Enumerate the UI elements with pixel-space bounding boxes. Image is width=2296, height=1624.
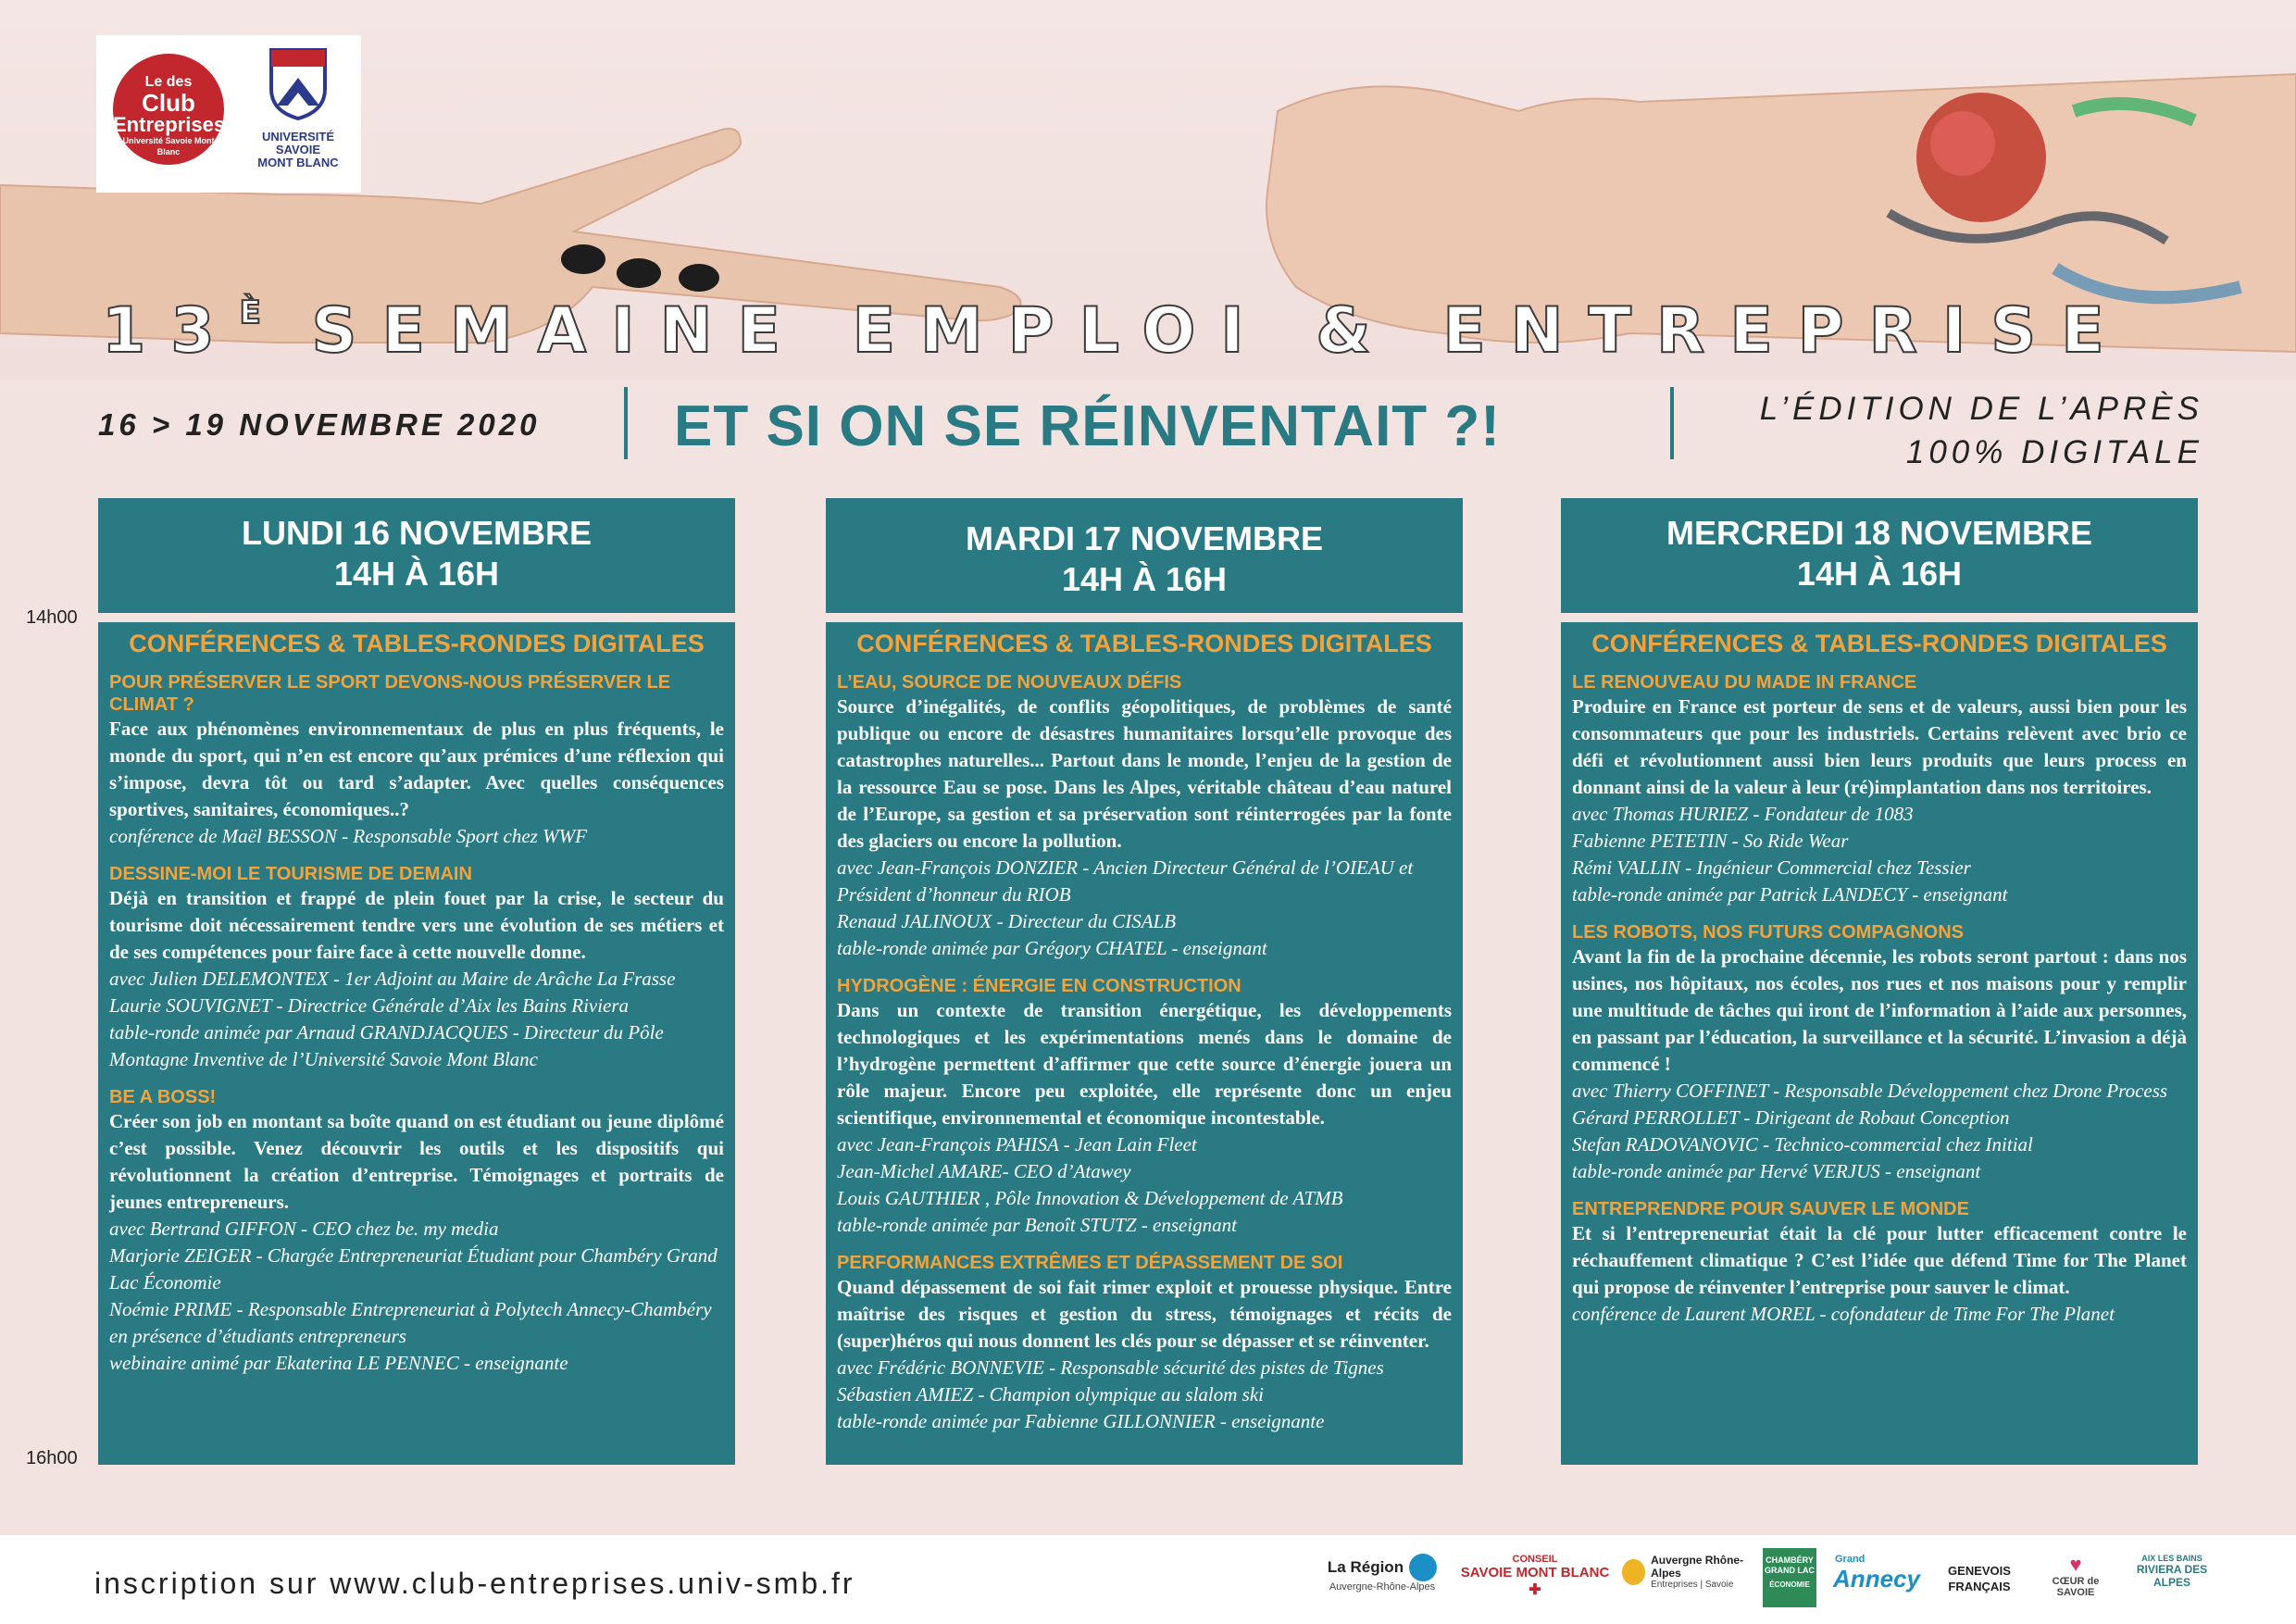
divider-right [1670, 387, 1674, 459]
talk-speaker: Noémie PRIME - Responsable Entrepreneuriat à Polytech Annecy-Chambéry en présence d’étudiants entrepreneurs [109, 1298, 712, 1347]
talk-speaker: webinaire animé par Ekaterina LE PENNEC - enseignante [109, 1352, 568, 1374]
section-title: CONFÉRENCES & TABLES-RONDES DIGITALES [129, 630, 705, 657]
divider-left [624, 387, 628, 459]
edition-line1: L’ÉDITION DE L’APRÈS [1759, 391, 2203, 427]
usmb-shield-icon [268, 46, 329, 120]
usmb-line1: UNIVERSITÉ [261, 130, 334, 144]
talk-speaker: conférence de Maël BESSON - Responsable Sport chez WWF [109, 825, 587, 847]
talk-description: Avant la fin de la prochaine décennie, les robots seront partout : dans nos usines, nos hôpitaux, nos écoles, nos rues et nos maisons pour y remplir une multitude de tâches qui iront de l’information à l’aide aux personnes, en passant par l’éducation, la surveillance et la sécurité. L’invasion a déjà commencé ! [1572, 945, 2187, 1075]
logos-box [96, 35, 361, 193]
sponsor-name: Annecy [1833, 1565, 1920, 1593]
savoie-cross-icon: ✚ [1529, 1582, 1541, 1598]
sponsor-name: CHAMBÉRY GRAND LAC [1765, 1555, 1815, 1575]
usmb-logo [252, 46, 344, 169]
footer [0, 1535, 2296, 1624]
talk-block [1572, 1198, 2187, 1328]
talk-title: LES ROBOTS, NOS FUTURS COMPAGNONS [1572, 922, 1964, 943]
talk-speaker: table-ronde animée par Hervé VERJUS - enseignant [1572, 1160, 1981, 1182]
sponsor-sub: AIX LES BAINS [2141, 1554, 2202, 1563]
event-dates: 16 > 19 NOVEMBRE 2020 [98, 407, 541, 442]
sponsor-sub: ÉCONOMIE [1769, 1580, 1810, 1589]
sponsor-name: La Région [1327, 1558, 1404, 1576]
talk-speaker: Renaud JALINOUX - Directeur du CISALB [837, 910, 1177, 932]
club-entreprises-logo [113, 54, 224, 165]
talk-speaker: Rémi VALLIN - Ingénieur Commercial chez Tessier [1572, 856, 1971, 879]
day-header-tuesday [826, 498, 1463, 613]
talk-title: DESSINE-MOI LE TOURISME DE DEMAIN [109, 864, 472, 884]
day-header-monday [98, 498, 735, 613]
talk-speaker: Sébastien AMIEZ - Champion olympique au slalom ski [837, 1383, 1264, 1405]
talk-speaker: Marjorie ZEIGER - Chargée Entrepreneuriat Étudiant pour Chambéry Grand Lac Économie [109, 1244, 718, 1293]
talk-speaker: table-ronde animée par Arnaud GRANDJACQUES - Directeur du Pôle Montagne Inventive de l’Université Savoie Mont Blanc [109, 1021, 664, 1070]
talk-speaker: avec Frédéric BONNEVIE - Responsable sécurité des pistes de Tignes [837, 1356, 1384, 1379]
program-tuesday [826, 622, 1463, 1465]
talk-speaker: Fabienne PETETIN - So Ride Wear [1572, 830, 1849, 852]
talk-speaker: avec Julien DELEMONTEX - 1er Adjoint au Maire de Arâche La Frasse [109, 968, 676, 990]
talk-description: Quand dépassement de soi fait rimer exploit et prouesse physique. Entre maîtrise des risques et gestion du stress, témoignages et récits de (super)héros qui nous donnent les clés pour se dépasser et se réinventer. [837, 1276, 1452, 1352]
talk-block [109, 671, 724, 850]
registration-link[interactable]: inscription sur www.club-entreprises.univ-smb.fr [94, 1567, 855, 1600]
talk-block [1572, 671, 2187, 908]
sponsor-name: Auvergne Rhône-Alpes [1651, 1554, 1744, 1580]
talk-title: LE RENOUVEAU DU MADE IN FRANCE [1572, 672, 1917, 693]
talk-title: POUR PRÉSERVER LE SPORT DEVONS-NOUS PRÉSERVER LE CLIMAT ? [109, 672, 671, 715]
day-title: MARDI 17 NOVEMBRE [965, 519, 1324, 557]
sponsor-name: CŒUR de SAVOIE [2052, 1576, 2100, 1598]
sponsor-coeur-de-savoie [2033, 1554, 2118, 1598]
sponsor-la-region [1313, 1554, 1452, 1593]
talk-block [1572, 921, 2187, 1185]
talk-description: Produire en France est porteur de sens et de valeurs, aussi bien pour les consommateurs que pour les industriels. Certains relèvent avec brio ce défi et révolutionnent aussi bien leurs produits que leurs process en donnant ainsi de la valeur à leur (ré)implantation dans nos territoires. [1572, 695, 2187, 798]
talk-description: Et si l’entrepreneuriat était la clé pour lutter efficacement contre le réchauffement climatique ? C’est l’idée que défend Time for The Planet qui propose de réinventer l’entreprise pour sauver le climat. [1572, 1222, 2187, 1298]
talk-description: Dans un contexte de transition énergétique, les développements technologiques et les expérimentations menés dans le domaine de l’hydrogène permettent d’affirmer que cette source d’énergie jouera un rôle majeur. Encore peu exploitée, elle représente donc un enjeu scientifique, environnemental et économique incontestable. [837, 999, 1452, 1129]
talk-speaker: conférence de Laurent MOREL - cofondateur de Time For The Planet [1572, 1303, 2115, 1325]
talk-speaker: table-ronde animée par Fabienne GILLONNIER - enseignante [837, 1410, 1325, 1432]
sponsor-chambery-grand-lac [1763, 1548, 1816, 1607]
talk-title: PERFORMANCES EXTRÊMES ET DÉPASSEMENT DE SOI [837, 1253, 1343, 1273]
sponsor-sub: CONSEIL [1512, 1554, 1558, 1565]
club-logo-entreprises: Entreprises [113, 113, 226, 136]
talk-speaker: Laurie SOUVIGNET - Directrice Générale d’Aix les Bains Riviera [109, 994, 630, 1017]
day-header-wednesday [1561, 498, 2198, 613]
program-wednesday [1561, 622, 2198, 1465]
club-logo-des: des [166, 74, 193, 90]
talk-speaker: avec Jean-François DONZIER - Ancien Directeur Général de l’OIEAU et Président d’honneur du RIOB [837, 856, 1414, 906]
sponsor-sub: Auvergne-Rhône-Alpes [1329, 1581, 1436, 1593]
sponsor-sub: Entreprises | Savoie [1651, 1580, 1734, 1590]
talk-speaker: avec Thierry COFFINET - Responsable Développement chez Drone Process [1572, 1080, 2168, 1102]
edition-label [1713, 387, 2203, 474]
day-hours: 14H À 16H [1061, 560, 1228, 598]
program-monday [98, 622, 735, 1465]
day-title: MERCREDI 18 NOVEMBRE [1666, 514, 2093, 552]
talk-title: L’EAU, SOURCE DE NOUVEAUX DÉFIS [837, 672, 1182, 693]
club-logo-le: Le [144, 74, 163, 90]
talk-speaker: Stefan RADOVANOVIC - Technico-commercial chez Initial [1572, 1133, 2033, 1156]
time-end-label: 16h00 [26, 1448, 78, 1468]
talk-speaker: Jean-Michel AMARE- CEO d’Atawey [837, 1160, 1131, 1182]
talk-speaker: avec Jean-François PAHISA - Jean Lain Fleet [837, 1133, 1197, 1156]
talk-speaker: avec Thomas HURIEZ - Fondateur de 1083 [1572, 803, 1914, 825]
day-hours: 14H À 16H [1796, 555, 1963, 593]
talk-block [109, 863, 724, 1073]
aura-sun-icon [1622, 1559, 1645, 1585]
talk-block [109, 1086, 724, 1377]
talk-speaker: table-ronde animée par Benoît STUTZ - enseignant [837, 1214, 1238, 1236]
main-title [102, 294, 2231, 368]
club-logo-club: Club [142, 89, 195, 117]
talk-block [837, 671, 1452, 962]
title-number: 13 [102, 294, 240, 368]
talk-title: ENTREPRENDRE POUR SAUVER LE MONDE [1572, 1199, 1969, 1219]
talk-description: Source d’inégalités, de conflits géopolitiques, de problèmes de santé publique ou encore de désastres humanitaires lorsqu’elle provoque des catastrophes naturelles... Partout dans le monde, l’enjeu de la gestion de la ressource Eau se pose. Dans les Alpes, véritable château d’eau naturel de l’Europe, sa gestion et sa préservation sont réinterrogées par la fonte des glaciers ou encore la pollution. [837, 695, 1452, 852]
talk-speaker: Gérard PERROLLET - Dirigeant de Robaut Conception [1572, 1106, 2010, 1129]
talk-speaker: table-ronde animée par Patrick LANDECY - enseignant [1572, 883, 2008, 906]
sponsor-sub: Grand [1835, 1554, 1866, 1565]
sponsor-name: RIVIERA DES ALPES [2136, 1563, 2208, 1589]
day-title: LUNDI 16 NOVEMBRE [241, 514, 593, 552]
sponsor-genevois-francais [1933, 1554, 2026, 1594]
talk-speaker: Louis GAUTHIER , Pôle Innovation & Développement de ATMB [837, 1187, 1343, 1209]
talk-block [837, 1252, 1452, 1435]
title-superscript: È [239, 294, 265, 331]
talk-description: Créer son job en montant sa boîte quand on est étudiant ou jeune diplômé c’est possible. Venez découvrir les outils et les dispositifs qui révolutionnent la création d’entreprise. Témoignages et portraits de jeunes entrepreneurs. [109, 1110, 724, 1213]
region-mountain-icon [1409, 1554, 1437, 1581]
sponsor-grand-annecy [1826, 1554, 1928, 1593]
heart-icon: ♥ [2069, 1553, 2082, 1576]
sponsor-savoie-mont-blanc [1454, 1554, 1616, 1599]
club-logo-university: Université Savoie Mont Blanc [122, 136, 215, 156]
sponsor-riviera-des-alpes [2126, 1554, 2218, 1589]
talk-description: Face aux phénomènes environnementaux de plus en plus fréquents, le monde du sport, qui n’en est encore qu’aux prémices d’une réflexion qui s’impose, devra tôt ou tard s’adapter. Avec quelles conséquences sportives, sanitaires, économiques..? [109, 718, 724, 820]
usmb-line3: MONT BLANC [257, 156, 339, 169]
sponsor-aura-entreprises [1622, 1554, 1761, 1590]
talk-speaker: table-ronde animée par Grégory CHATEL - enseignant [837, 937, 1267, 959]
talk-block [837, 975, 1452, 1239]
talk-title: BE A BOSS! [109, 1087, 217, 1107]
edition-line2: 100% DIGITALE [1905, 434, 2203, 470]
time-start-label: 14h00 [26, 607, 78, 628]
day-hours: 14H À 16H [333, 555, 500, 593]
section-title: CONFÉRENCES & TABLES-RONDES DIGITALES [856, 630, 1432, 657]
sponsor-name: SAVOIE MONT BLANC [1460, 1565, 1610, 1580]
title-text: SEMAINE EMPLOI & ENTREPRISE [264, 294, 2129, 368]
talk-speaker: avec Bertrand GIFFON - CEO chez be. my media [109, 1218, 499, 1240]
talk-description: Déjà en transition et frappé de plein fouet par la crise, le secteur du tourisme doit nécessairement tendre vers une évolution de ses métiers et de ses compétences pour faire face à cette nouvelle donne. [109, 887, 724, 963]
talk-title: HYDROGÈNE : ÉNERGIE EN CONSTRUCTION [837, 976, 1242, 996]
section-title: CONFÉRENCES & TABLES-RONDES DIGITALES [1591, 630, 2167, 657]
sponsor-name: GENEVOIS FRANÇAIS [1948, 1564, 2011, 1593]
usmb-line2: SAVOIE [275, 143, 321, 156]
tagline: ET SI ON SE RÉINVENTAIT ?! [674, 394, 1501, 458]
